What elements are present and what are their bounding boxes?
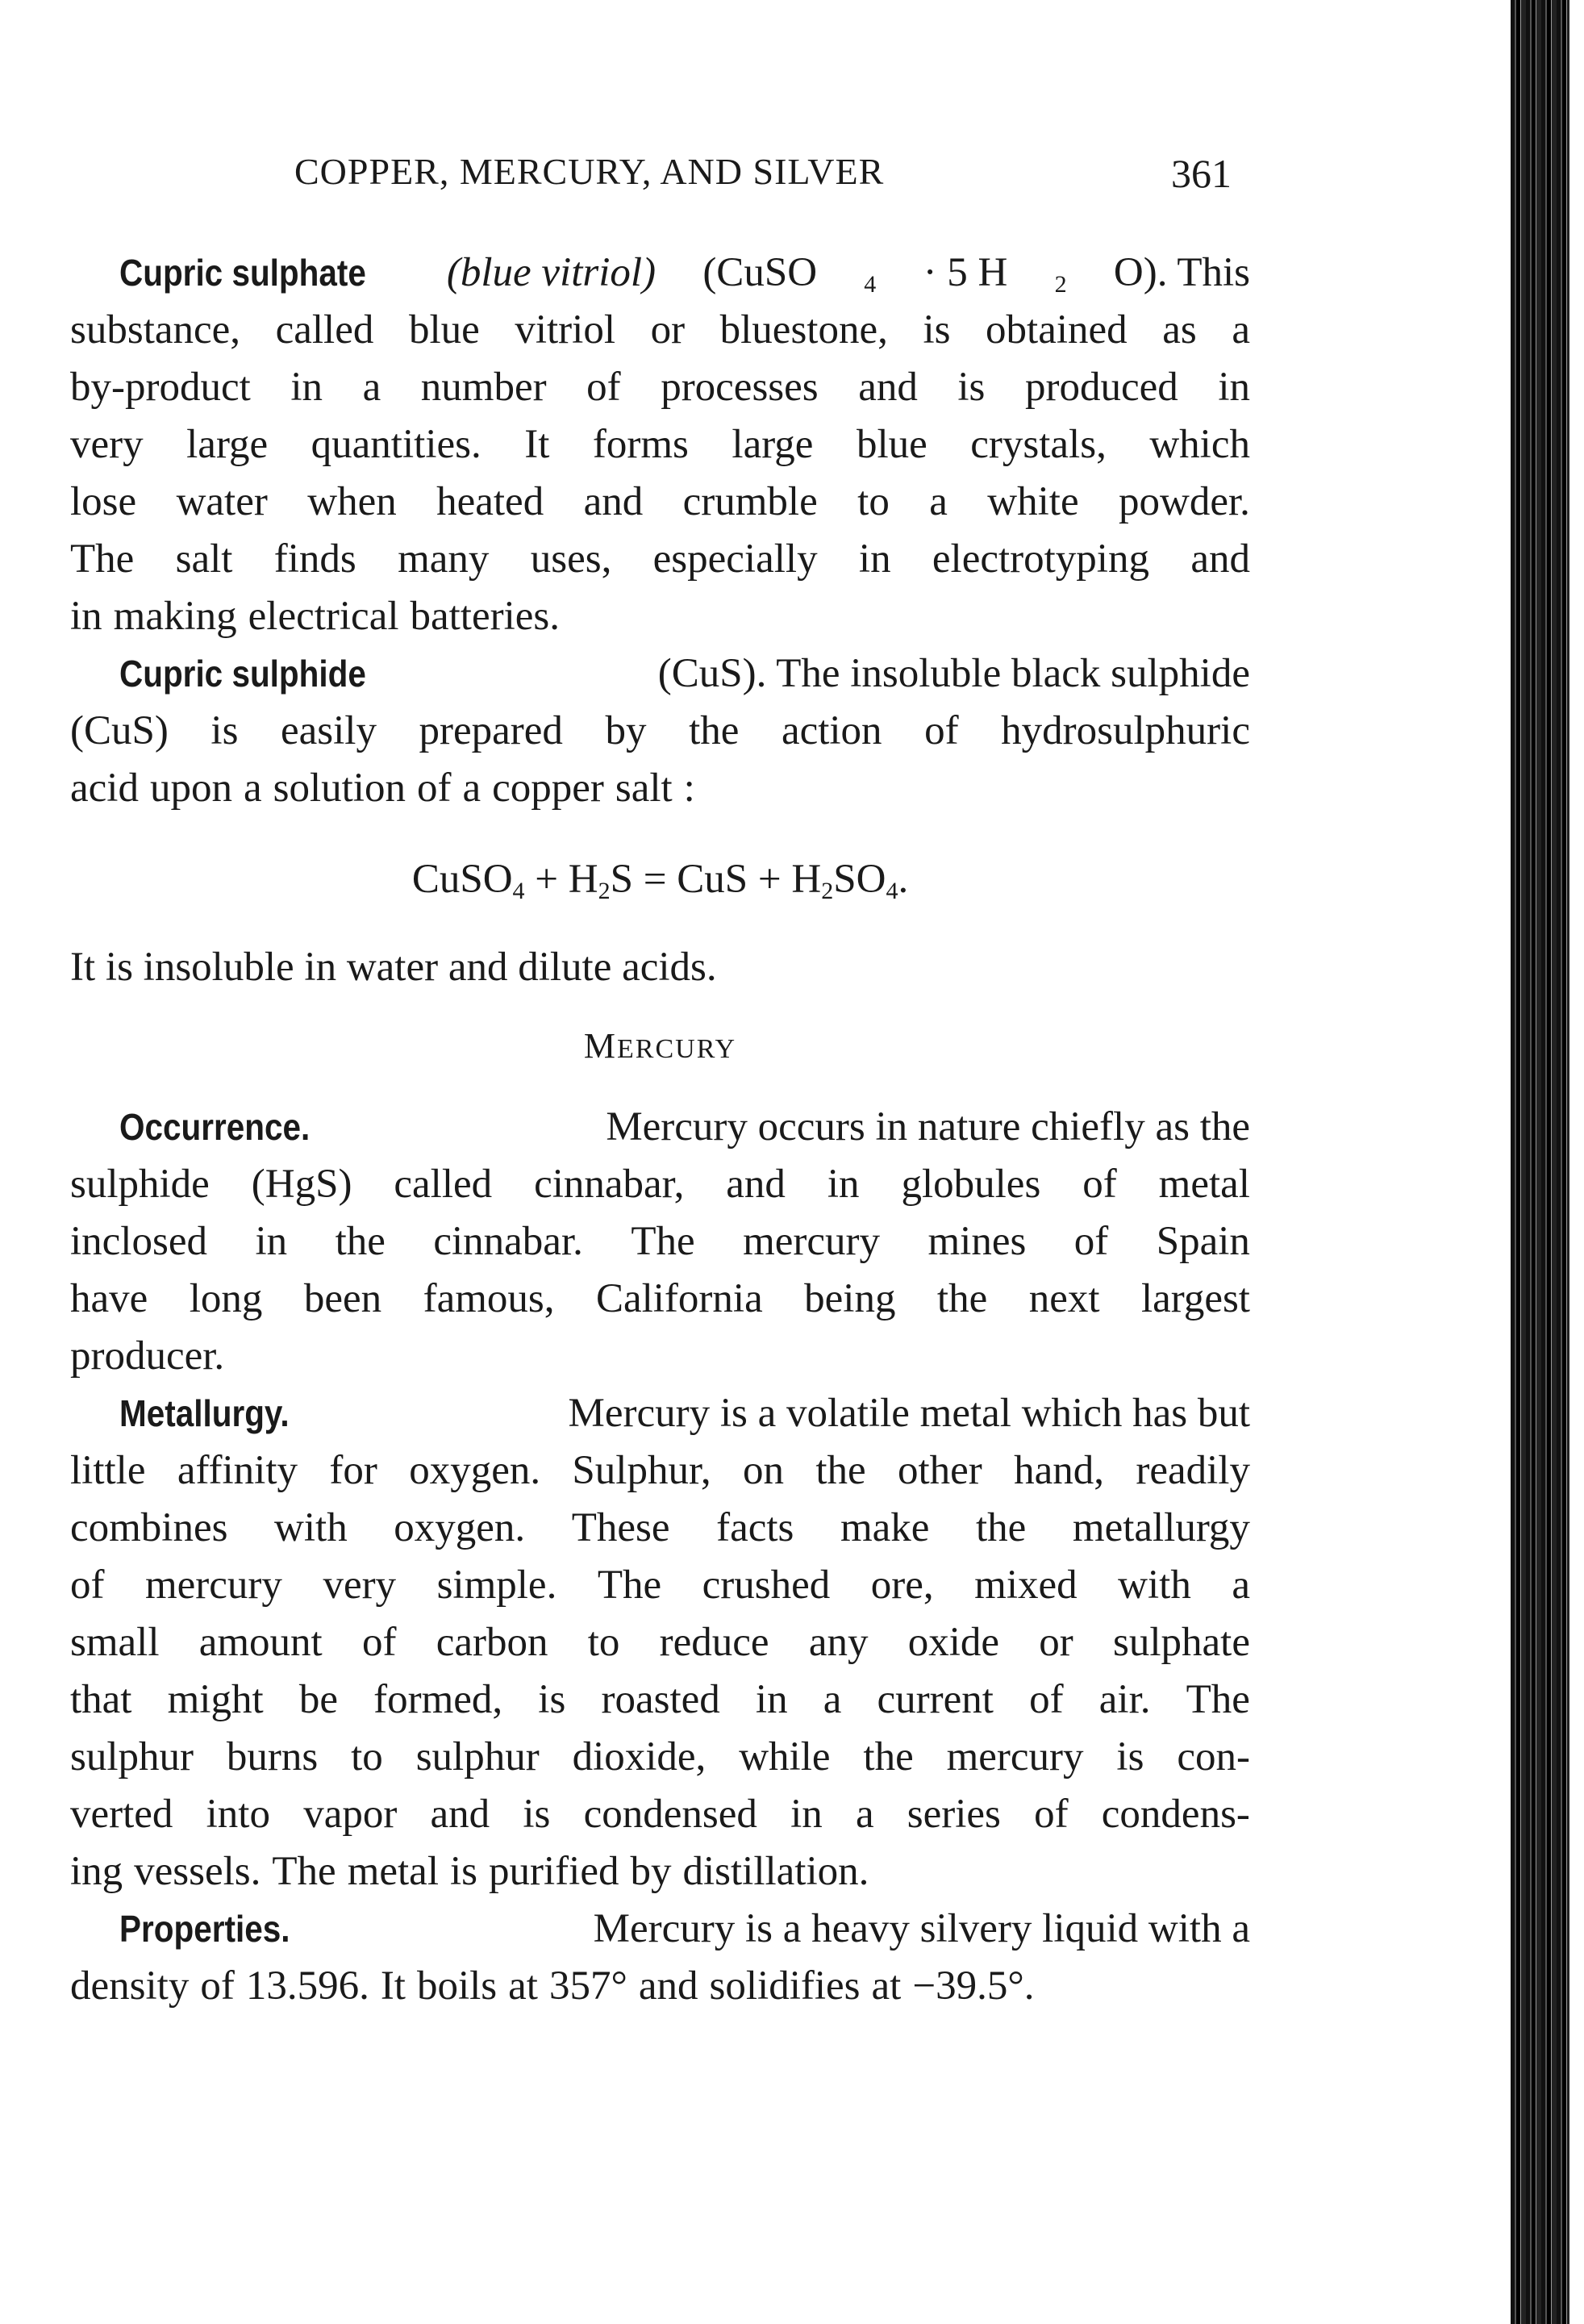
word: dioxide, <box>572 1734 707 1780</box>
word: burns <box>226 1734 319 1780</box>
word: large <box>186 422 269 467</box>
word: California <box>595 1276 763 1321</box>
text-line <box>70 1156 1250 1213</box>
word: large <box>732 422 814 467</box>
word: being <box>804 1276 896 1321</box>
word: a <box>1232 307 1250 353</box>
word: small <box>70 1620 160 1665</box>
word: a <box>362 365 381 410</box>
word: These <box>571 1505 670 1550</box>
word: produced <box>1024 365 1178 410</box>
word: simple. <box>436 1563 557 1608</box>
segment <box>119 1901 313 1958</box>
word: The <box>597 1563 662 1608</box>
text-line <box>70 359 1250 416</box>
word: sulphur <box>415 1734 540 1780</box>
word: to <box>857 479 890 524</box>
word: (HgS) <box>251 1162 352 1207</box>
word: air. <box>1098 1677 1151 1722</box>
word: substance, <box>70 307 241 353</box>
page-number: 361 <box>1171 151 1232 196</box>
word: many <box>398 536 490 582</box>
word: action <box>781 708 882 753</box>
running-title: COPPER, MERCURY, AND SILVER <box>294 151 885 192</box>
segment <box>923 244 1008 302</box>
text-segment: (blue vitriol) <box>446 250 657 295</box>
word: that <box>70 1677 132 1722</box>
word: by <box>630 1849 672 1894</box>
word: in <box>1218 365 1250 410</box>
word: cinnabar, <box>534 1162 685 1207</box>
word: facts <box>716 1505 794 1550</box>
text-segment: Mercury is a volatile metal which has but <box>568 1391 1250 1436</box>
subscript: 4 <box>886 878 898 904</box>
word: purified <box>489 1849 619 1894</box>
word: distillation. <box>682 1849 869 1894</box>
word: sulphur <box>70 1734 194 1780</box>
paragraph <box>70 645 1250 817</box>
paragraph <box>70 1099 1250 1385</box>
text-line <box>70 1385 1250 1442</box>
word: uses, <box>530 536 612 582</box>
word: to <box>587 1620 620 1665</box>
word: affinity <box>177 1448 298 1493</box>
word: a <box>462 766 481 811</box>
run-in-heading: Occurrence. <box>119 1106 311 1148</box>
word: little <box>70 1448 146 1493</box>
word: is <box>523 1792 551 1837</box>
word: very <box>323 1563 397 1608</box>
word: of <box>70 1563 105 1608</box>
word: into <box>206 1792 270 1837</box>
heading-rest: ERCURY <box>617 1034 737 1064</box>
text-line <box>70 1099 1250 1156</box>
word: ing <box>70 1849 123 1894</box>
text-line <box>70 1500 1250 1557</box>
segment <box>447 244 656 302</box>
word: of <box>924 708 959 753</box>
word: solidifies <box>709 1963 861 2009</box>
text-line <box>70 939 1250 996</box>
word: crystals, <box>970 422 1107 467</box>
word: blue <box>856 422 927 467</box>
word: a <box>1232 1563 1250 1608</box>
segment <box>658 645 1250 703</box>
word: and <box>858 365 918 410</box>
word: copper <box>492 766 604 811</box>
word: as <box>1162 307 1197 353</box>
text-line <box>70 1729 1250 1786</box>
word: boils <box>416 1963 498 2009</box>
run-in-heading: Cupric sulphate <box>119 252 366 294</box>
word: ore, <box>870 1563 934 1608</box>
text-segment: CuSO <box>411 857 513 902</box>
word: the <box>936 1276 988 1321</box>
word: globules <box>901 1162 1041 1207</box>
word: called <box>394 1162 493 1207</box>
word: of <box>200 1963 235 2009</box>
word: might <box>167 1677 264 1722</box>
word: hydrosulphuric <box>1001 708 1250 753</box>
text-line <box>70 1958 1250 2015</box>
word: blue <box>408 307 480 353</box>
chemical-equation <box>70 851 1250 908</box>
word: readily <box>1136 1448 1250 1493</box>
subscript: 4 <box>864 271 877 298</box>
word: 13.596. <box>245 1963 369 2009</box>
word: mercury <box>743 1219 881 1264</box>
word: is <box>538 1677 566 1722</box>
word: acid <box>70 766 139 811</box>
word: The <box>70 536 135 582</box>
word: verted <box>70 1792 173 1837</box>
word: The <box>631 1219 695 1264</box>
word: been <box>303 1276 382 1321</box>
text-line <box>70 1328 1250 1385</box>
text-line <box>70 1213 1250 1270</box>
word: the <box>815 1448 866 1493</box>
subscript: 2 <box>1054 271 1067 298</box>
word: mines <box>927 1219 1027 1264</box>
word: and <box>638 1963 698 2009</box>
word: density <box>70 1963 190 2009</box>
word: with <box>1118 1563 1191 1608</box>
word: in <box>858 536 891 582</box>
word: formed, <box>373 1677 503 1722</box>
word: inclosed <box>70 1219 207 1264</box>
word: combines <box>70 1505 228 1550</box>
segment <box>594 1901 1250 1958</box>
word: It <box>380 1963 406 2009</box>
segment <box>606 1099 1250 1156</box>
word: mixed <box>974 1563 1078 1608</box>
word: reduce <box>659 1620 769 1665</box>
word: by <box>605 708 647 753</box>
word: current <box>877 1677 994 1722</box>
word: metal <box>347 1849 439 1894</box>
word: on <box>743 1448 784 1493</box>
text-segment: + H <box>524 857 598 902</box>
word: electrical <box>248 594 399 639</box>
word: to <box>351 1734 383 1780</box>
word: is <box>923 307 951 353</box>
text-segment: . <box>898 857 909 902</box>
word: crushed <box>702 1563 831 1608</box>
word: vapor <box>303 1792 398 1837</box>
word: bluestone, <box>719 307 888 353</box>
word: be <box>298 1677 338 1722</box>
mercury-section <box>70 1099 1250 2015</box>
word: the <box>976 1505 1027 1550</box>
word: and <box>430 1792 490 1837</box>
word: a <box>823 1677 842 1722</box>
word: carbon <box>436 1620 548 1665</box>
word: mercury <box>946 1734 1084 1780</box>
word: make <box>840 1505 930 1550</box>
text-line <box>70 474 1250 531</box>
page-margin <box>1569 0 1584 2324</box>
word: of <box>361 1620 397 1665</box>
word: mercury <box>145 1563 282 1608</box>
paragraph <box>70 1901 1250 2015</box>
word: crumble <box>682 479 818 524</box>
word: or <box>1039 1620 1073 1665</box>
section-heading-mercury <box>70 1017 1250 1074</box>
word: sulphide <box>70 1162 210 1207</box>
word: oxygen. <box>394 1505 526 1550</box>
word: electrotyping <box>932 536 1149 582</box>
word: in <box>290 365 323 410</box>
word: the <box>335 1219 386 1264</box>
heading-initial: M <box>583 1026 618 1066</box>
word: a <box>243 766 262 811</box>
word: quantities. <box>311 422 481 467</box>
text-line <box>70 1442 1250 1500</box>
word: vitriol <box>515 307 615 353</box>
word: next <box>1028 1276 1100 1321</box>
word: which <box>1149 422 1250 467</box>
word: solution <box>273 766 406 811</box>
word: salt <box>615 766 673 811</box>
text-segment: Mercury occurs in nature chiefly as the <box>606 1104 1250 1149</box>
word: sulphate <box>1113 1620 1250 1665</box>
segment <box>702 244 817 302</box>
word: is <box>1116 1734 1144 1780</box>
text-line <box>70 244 1250 302</box>
run-in-heading: Metallurgy. <box>119 1392 290 1434</box>
word: processes <box>661 365 819 410</box>
run-in-heading: Properties. <box>119 1908 290 1950</box>
word: powder. <box>1119 479 1250 524</box>
text-segment: S = CuS + H <box>610 857 822 902</box>
word: making <box>113 594 237 639</box>
text-segment: Mercury is a heavy silvery liquid with a <box>593 1906 1250 1951</box>
word: metal <box>1158 1162 1250 1207</box>
text-segment: O). This <box>1113 250 1250 295</box>
word: famous, <box>423 1276 555 1321</box>
text-line <box>70 645 1250 703</box>
word: heated <box>436 479 544 524</box>
word: or <box>650 307 686 353</box>
text-segment: SO <box>833 857 886 902</box>
word: have <box>70 1276 148 1321</box>
word: is <box>449 1849 478 1894</box>
word: It <box>524 422 550 467</box>
word: long <box>189 1276 263 1321</box>
word: of <box>586 365 621 410</box>
word: any <box>808 1620 869 1665</box>
word: other <box>898 1448 982 1493</box>
word: oxide <box>907 1620 1000 1665</box>
word: of <box>1034 1792 1069 1837</box>
word: is <box>211 708 239 753</box>
word: very <box>70 422 144 467</box>
segment <box>119 244 400 302</box>
word: a <box>855 1792 874 1837</box>
word: the <box>863 1734 914 1780</box>
word: obtained <box>986 307 1128 353</box>
word: while <box>739 1734 831 1780</box>
word: the <box>689 708 740 753</box>
segment <box>568 1385 1250 1442</box>
text-segment: (CuSO <box>702 250 818 295</box>
word: a <box>929 479 948 524</box>
word: and <box>583 479 644 524</box>
word: Spain <box>1156 1219 1250 1264</box>
text-line <box>70 1786 1250 1843</box>
text-line <box>70 1671 1250 1729</box>
word: prepared <box>419 708 563 753</box>
paragraph <box>70 244 1250 645</box>
text-line <box>70 588 1250 645</box>
word: of <box>1073 1219 1109 1264</box>
word: 357° <box>548 1963 627 2009</box>
word: in <box>70 594 102 639</box>
subscript: 2 <box>598 878 611 904</box>
word: of <box>1029 1677 1064 1722</box>
text-line <box>70 1901 1250 1958</box>
segment <box>1055 244 1067 302</box>
word: in <box>790 1792 823 1837</box>
line-text: It is insoluble in water and dilute acids. <box>70 945 717 990</box>
page-edge-binding <box>1511 0 1570 2324</box>
word: condens- <box>1101 1792 1250 1837</box>
segment <box>1114 244 1250 302</box>
run-in-heading: Cupric sulphide <box>119 653 366 695</box>
word: lose <box>70 479 137 524</box>
word: at <box>871 1963 902 2009</box>
word: is <box>957 365 986 410</box>
word: forms <box>592 422 689 467</box>
word: Sulphur, <box>572 1448 711 1493</box>
word: The <box>272 1849 336 1894</box>
text-line <box>70 703 1250 760</box>
text-line <box>70 416 1250 474</box>
word: (CuS) <box>70 708 169 753</box>
text-line <box>70 1843 1250 1901</box>
word: roasted <box>601 1677 720 1722</box>
text-segment: (CuS). The insoluble black sulphide <box>657 651 1250 696</box>
word: for <box>329 1448 377 1493</box>
text-line <box>70 531 1250 588</box>
copper-section <box>70 244 1250 817</box>
word: cinnabar. <box>433 1219 583 1264</box>
word: −39.5°. <box>912 1963 1035 2009</box>
word: water <box>176 479 268 524</box>
text-line <box>70 760 1250 817</box>
word: with <box>274 1505 348 1550</box>
text-line <box>70 1557 1250 1614</box>
text-line <box>70 302 1250 359</box>
paragraph <box>70 1385 1250 1901</box>
word: metallurgy <box>1072 1505 1250 1550</box>
segment <box>119 645 400 703</box>
word: The <box>1186 1677 1250 1722</box>
word: upon <box>149 766 232 811</box>
word: especially <box>652 536 818 582</box>
segment <box>119 1385 312 1442</box>
word: and <box>726 1162 786 1207</box>
word: series <box>907 1792 1001 1837</box>
text-line <box>70 1614 1250 1671</box>
word: number <box>420 365 547 410</box>
word: and <box>1190 536 1250 582</box>
text-segment: · 5 H <box>923 250 1008 295</box>
text-line <box>70 1270 1250 1328</box>
word: of <box>1082 1162 1117 1207</box>
word: in <box>755 1677 788 1722</box>
word: finds <box>273 536 356 582</box>
word: condensed <box>583 1792 757 1837</box>
word: hand, <box>1014 1448 1105 1493</box>
segment <box>864 244 876 302</box>
page-body <box>70 244 1250 2015</box>
word: salt <box>175 536 233 582</box>
subscript: 4 <box>512 878 525 904</box>
segment <box>119 1099 336 1156</box>
word: vessels. <box>134 1849 261 1894</box>
word: largest <box>1140 1276 1250 1321</box>
word: at <box>508 1963 538 2009</box>
word: : <box>683 766 695 811</box>
word: oxygen. <box>409 1448 541 1493</box>
word: white <box>987 479 1079 524</box>
subscript: 2 <box>821 878 834 904</box>
word: producer. <box>70 1333 225 1379</box>
word: easily <box>281 708 377 753</box>
word: of <box>416 766 452 811</box>
word: in <box>827 1162 860 1207</box>
word: when <box>307 479 397 524</box>
word: con- <box>1177 1734 1250 1780</box>
word: by-product <box>70 365 251 410</box>
word: in <box>255 1219 288 1264</box>
word: amount <box>198 1620 323 1665</box>
word: called <box>275 307 374 353</box>
page-header <box>0 150 1584 202</box>
word: batteries. <box>410 594 560 639</box>
